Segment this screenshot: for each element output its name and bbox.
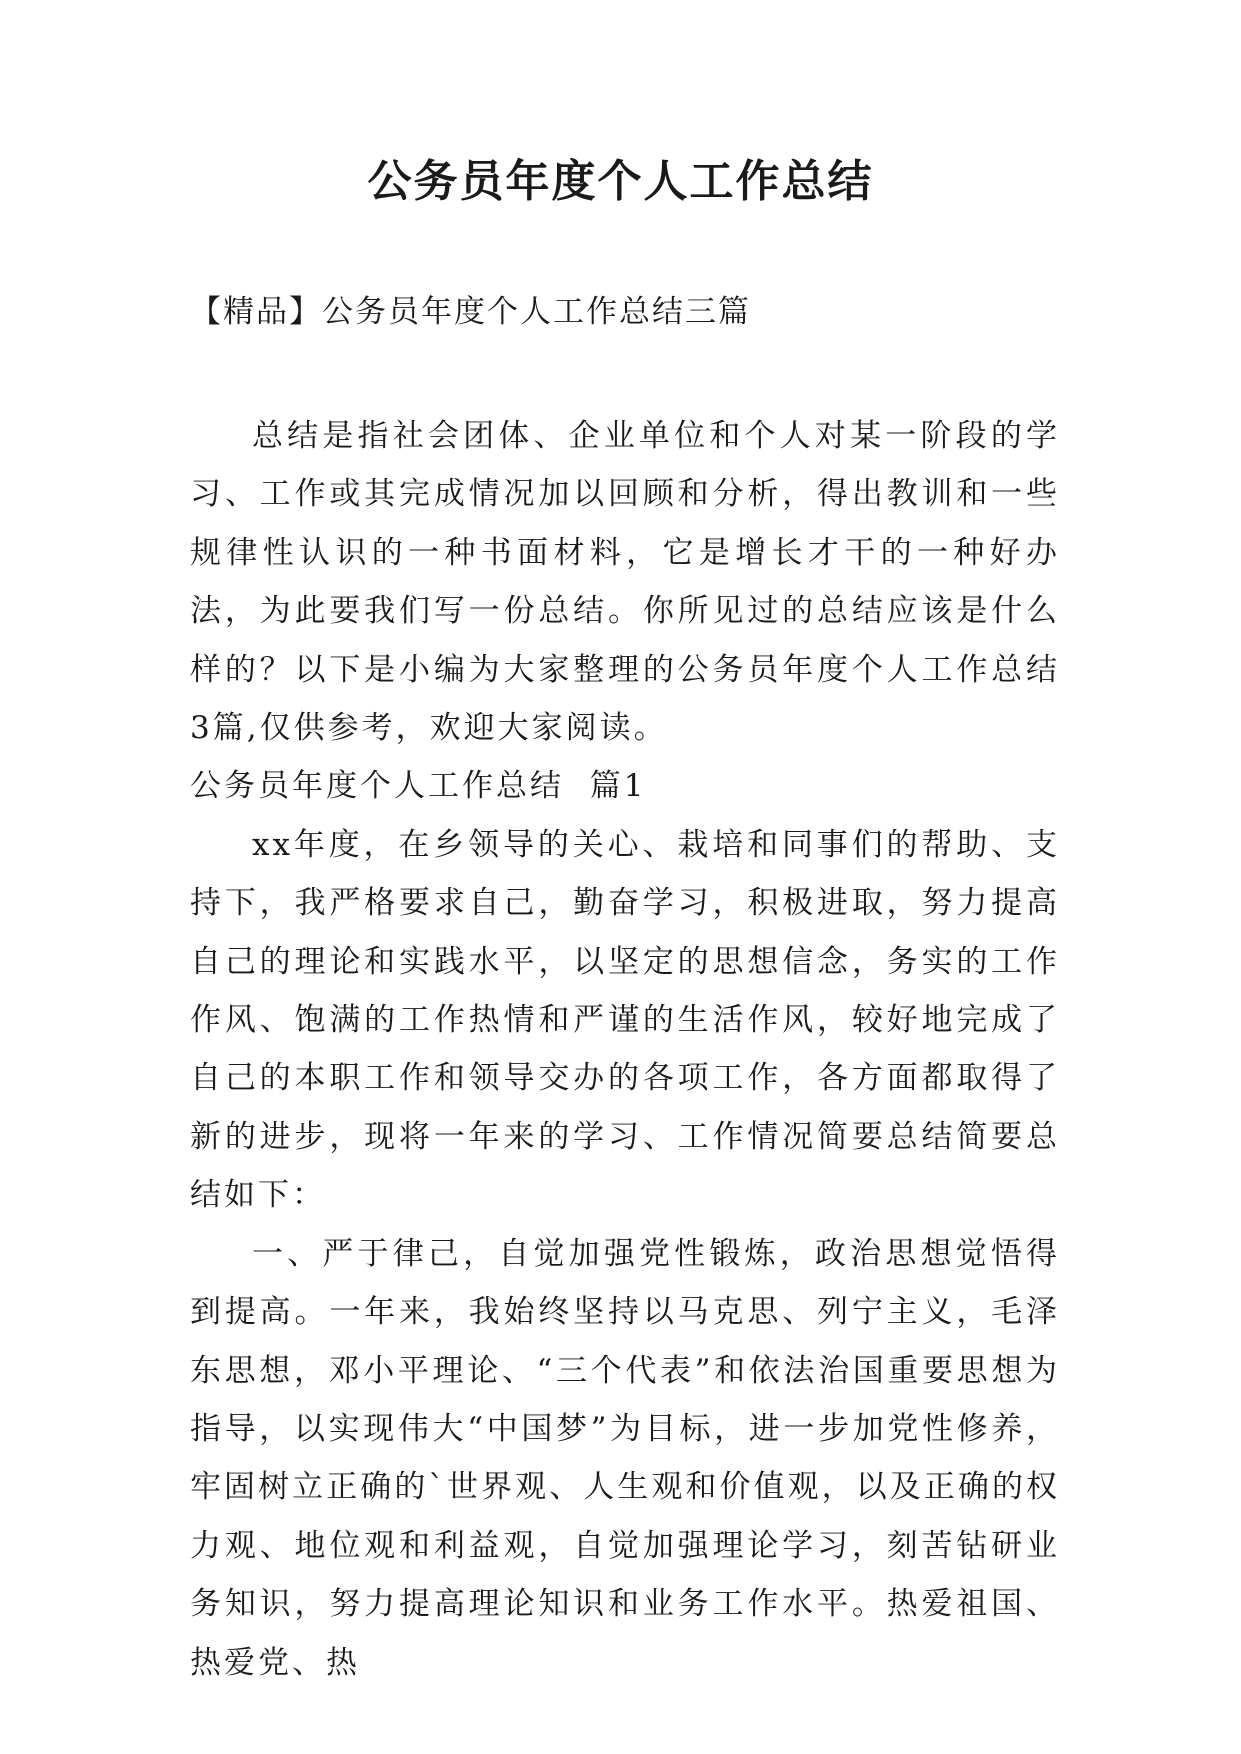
document-subtitle: 【精品】公务员年度个人工作总结三篇 [190,294,751,330]
document-body [190,407,1060,1692]
section-1-paragraph-1: xx年度，在乡领导的关心、栽培和同事们的帮助、支持下，我严格要求自己，勤奋学习，积极进取，努力提高自己的理论和实践水平，以坚定的思想信念，务实的工作作风、饱满的工作热情和严谨的生活作风，较好地完成了自己的本职工作和领导交办的各项工作，各方面都取得了新的进步，现将一年来的学习、工作情况简要总结简要总结如下： [190,826,1060,1214]
intro-paragraph: 总结是指社会团体、企业单位和个人对某一阶段的学习、工作或其完成情况加以回顾和分析，得出教训和一些规律性认识的一种书面材料，它是增长才干的一种好办法，为此要我们写一份总结。你所见过的总结应该是什么样的？以下是小编为大家整理的公务员年度个人工作总结3篇,仅供参考，欢迎大家阅读。 [190,418,1060,747]
section-heading-1: 公务员年度个人工作总结 篇1 [190,768,647,805]
document-title: 公务员年度个人工作总结 [367,156,874,207]
section-1-paragraph-2: 一、严于律己，自觉加强党性锻炼，政治思想觉悟得到提高。一年来，我始终坚持以马克思、列宁主义，毛泽东思想，邓小平理论、“三个代表”和依法治国重要思想为指导，以实现伟大“中国梦”为目标，进一步加党性修养，牢固树立正确的`世界观、人生观和价值观，以及正确的权力观、地位观和利益观，自觉加强理论学习，刻苦钻研业务知识，努力提高理论知识和业务工作水平。热爱祖国、热爱党、热 [190,1235,1060,1681]
